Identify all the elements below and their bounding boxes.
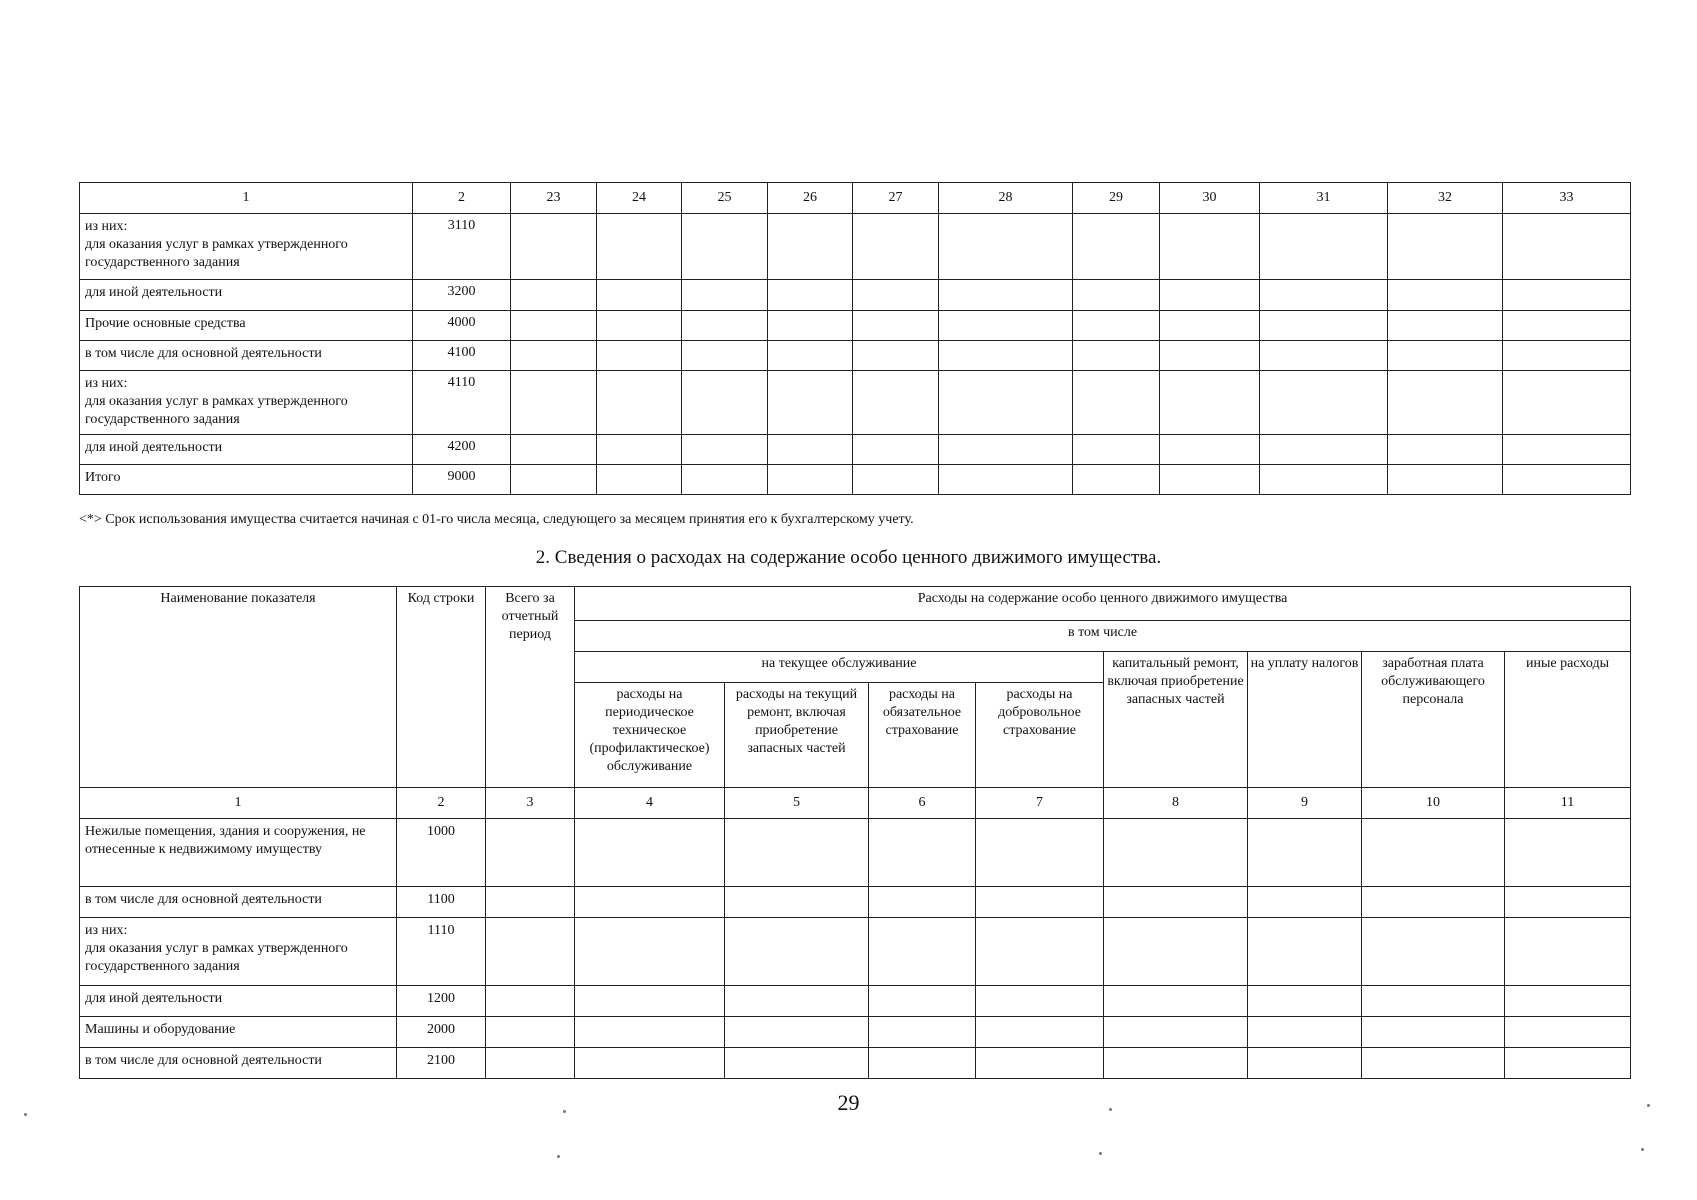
row-code: 9000 xyxy=(413,465,511,495)
scan-speck xyxy=(563,1110,566,1113)
value-cell xyxy=(486,819,575,887)
value-cell xyxy=(511,435,597,465)
value-cell xyxy=(1388,371,1503,435)
value-cell xyxy=(725,918,869,986)
value-cell xyxy=(976,918,1104,986)
value-cell xyxy=(853,214,939,280)
value-cell xyxy=(976,887,1104,918)
indicator-name: в том числе для основной деятельности xyxy=(80,887,397,918)
value-cell xyxy=(597,371,682,435)
value-cell xyxy=(486,986,575,1017)
value-cell xyxy=(1260,371,1388,435)
column-number: 9 xyxy=(1248,788,1362,819)
value-cell xyxy=(1073,280,1160,311)
value-cell xyxy=(768,341,853,371)
header-row-code: Код строки xyxy=(397,587,486,788)
column-number: 5 xyxy=(725,788,869,819)
value-cell xyxy=(939,465,1073,495)
indicator-name: Машины и оборудование xyxy=(80,1017,397,1048)
header-total: Всего за отчетный период xyxy=(486,587,575,788)
value-cell xyxy=(682,341,768,371)
value-cell xyxy=(575,1017,725,1048)
value-cell xyxy=(1248,819,1362,887)
value-cell xyxy=(1362,986,1505,1017)
value-cell xyxy=(939,435,1073,465)
header-voluntary-insurance: расходы на добровольное страхование xyxy=(976,683,1104,788)
value-cell xyxy=(939,371,1073,435)
table-row xyxy=(80,986,1631,1017)
value-cell xyxy=(853,435,939,465)
table-row xyxy=(80,435,1631,465)
scan-speck xyxy=(1099,1152,1102,1155)
column-number: 1 xyxy=(80,788,397,819)
value-cell xyxy=(1248,918,1362,986)
indicator-name: Итого xyxy=(80,465,413,495)
value-cell xyxy=(725,986,869,1017)
row-code: 1100 xyxy=(397,887,486,918)
table-row xyxy=(80,918,1631,986)
scan-speck xyxy=(1647,1104,1650,1107)
value-cell xyxy=(768,371,853,435)
page-number: 29 xyxy=(837,1090,860,1115)
table-row xyxy=(80,465,1631,495)
column-number: 27 xyxy=(853,183,939,214)
table-row xyxy=(80,1017,1631,1048)
section-title: 2. Сведения о расходах на содержание особо ценного движимого имущества. xyxy=(535,547,1162,568)
value-cell xyxy=(1160,280,1260,311)
scan-speck xyxy=(1641,1148,1644,1151)
value-cell xyxy=(597,280,682,311)
value-cell xyxy=(1248,887,1362,918)
value-cell xyxy=(486,887,575,918)
value-cell xyxy=(1260,280,1388,311)
scan-speck xyxy=(1109,1108,1112,1111)
value-cell xyxy=(1260,214,1388,280)
header-other-expenses: иные расходы xyxy=(1505,652,1631,788)
value-cell xyxy=(1104,819,1248,887)
column-number: 23 xyxy=(511,183,597,214)
value-cell xyxy=(939,311,1073,341)
value-cell xyxy=(1160,311,1260,341)
header-periodic-maintenance: расходы на периодическое техническое (профилактическое) обслуживание xyxy=(575,683,725,788)
value-cell xyxy=(1104,918,1248,986)
value-cell xyxy=(725,1048,869,1079)
value-cell xyxy=(939,280,1073,311)
value-cell xyxy=(768,465,853,495)
table-row xyxy=(80,214,1631,280)
value-cell xyxy=(768,280,853,311)
value-cell xyxy=(682,311,768,341)
column-number-row xyxy=(80,788,1631,819)
fixed-assets-table-body xyxy=(80,183,1631,495)
value-cell xyxy=(976,1017,1104,1048)
value-cell xyxy=(1503,465,1631,495)
value-cell xyxy=(976,1048,1104,1079)
header-capital-repair: капитальный ремонт, включая приобретение запасных частей xyxy=(1104,652,1248,788)
value-cell xyxy=(486,1017,575,1048)
value-cell xyxy=(869,918,976,986)
header-indicator-name: Наименование показателя xyxy=(80,587,397,788)
value-cell xyxy=(853,311,939,341)
value-cell xyxy=(1388,341,1503,371)
value-cell xyxy=(768,435,853,465)
value-cell xyxy=(853,371,939,435)
value-cell xyxy=(1260,435,1388,465)
scan-speck xyxy=(557,1155,560,1158)
value-cell xyxy=(1073,435,1160,465)
value-cell xyxy=(1503,214,1631,280)
value-cell xyxy=(1160,341,1260,371)
row-code: 2100 xyxy=(397,1048,486,1079)
value-cell xyxy=(1104,1017,1248,1048)
value-cell xyxy=(869,819,976,887)
value-cell xyxy=(682,214,768,280)
value-cell xyxy=(1362,887,1505,918)
value-cell xyxy=(869,887,976,918)
column-number: 31 xyxy=(1260,183,1388,214)
table-row xyxy=(80,819,1631,887)
indicator-name: из них: для оказания услуг в рамках утвержденного государственного задания xyxy=(80,371,413,435)
indicator-name: из них: для оказания услуг в рамках утвержденного государственного задания xyxy=(80,214,413,280)
value-cell xyxy=(976,819,1104,887)
column-number: 6 xyxy=(869,788,976,819)
value-cell xyxy=(1073,311,1160,341)
header-current-repair: расходы на текущий ремонт, включая приобретение запасных частей xyxy=(725,683,869,788)
value-cell xyxy=(1104,1048,1248,1079)
value-cell xyxy=(1503,371,1631,435)
value-cell xyxy=(486,1048,575,1079)
row-code: 3200 xyxy=(413,280,511,311)
value-cell xyxy=(725,819,869,887)
value-cell xyxy=(597,341,682,371)
value-cell xyxy=(682,371,768,435)
value-cell xyxy=(939,214,1073,280)
column-number: 29 xyxy=(1073,183,1160,214)
header-taxes: на уплату налогов xyxy=(1248,652,1362,788)
value-cell xyxy=(725,887,869,918)
value-cell xyxy=(1388,214,1503,280)
value-cell xyxy=(1362,1017,1505,1048)
value-cell xyxy=(1160,465,1260,495)
value-cell xyxy=(1073,371,1160,435)
column-number: 2 xyxy=(397,788,486,819)
value-cell xyxy=(575,819,725,887)
header-mandatory-insurance: расходы на обязательное страхование xyxy=(869,683,976,788)
value-cell xyxy=(1505,1017,1631,1048)
row-code: 4000 xyxy=(413,311,511,341)
value-cell xyxy=(511,280,597,311)
row-code: 4200 xyxy=(413,435,511,465)
value-cell xyxy=(575,986,725,1017)
value-cell xyxy=(1503,341,1631,371)
header-row xyxy=(80,587,1631,621)
row-code: 4110 xyxy=(413,371,511,435)
column-number: 26 xyxy=(768,183,853,214)
column-number: 11 xyxy=(1505,788,1631,819)
value-cell xyxy=(1505,887,1631,918)
value-cell xyxy=(1104,887,1248,918)
value-cell xyxy=(1503,435,1631,465)
indicator-name: для иной деятельности xyxy=(80,986,397,1017)
column-number: 4 xyxy=(575,788,725,819)
table-row xyxy=(80,280,1631,311)
column-number: 24 xyxy=(597,183,682,214)
header-expenses: Расходы на содержание особо ценного движимого имущества xyxy=(575,587,1631,621)
value-cell xyxy=(1362,819,1505,887)
value-cell xyxy=(1362,918,1505,986)
value-cell xyxy=(976,986,1104,1017)
expenses-table xyxy=(79,586,1631,1079)
value-cell xyxy=(575,1048,725,1079)
value-cell xyxy=(1503,311,1631,341)
value-cell xyxy=(1388,311,1503,341)
value-cell xyxy=(1505,819,1631,887)
value-cell xyxy=(486,918,575,986)
value-cell xyxy=(511,341,597,371)
expenses-table-body xyxy=(80,587,1631,1079)
value-cell xyxy=(682,465,768,495)
column-number: 1 xyxy=(80,183,413,214)
footnote: <*> Срок использования имущества считается начиная с 01-го числа месяца, следующего за месяцем принятия его к бухгалтерскому учету. xyxy=(79,512,914,527)
table-row xyxy=(80,887,1631,918)
value-cell xyxy=(1160,435,1260,465)
value-cell xyxy=(1388,435,1503,465)
value-cell xyxy=(597,214,682,280)
value-cell xyxy=(575,887,725,918)
column-number: 2 xyxy=(413,183,511,214)
value-cell xyxy=(1248,986,1362,1017)
value-cell xyxy=(1362,1048,1505,1079)
value-cell xyxy=(1505,918,1631,986)
value-cell xyxy=(1260,341,1388,371)
column-number: 33 xyxy=(1503,183,1631,214)
value-cell xyxy=(1505,986,1631,1017)
column-number: 10 xyxy=(1362,788,1505,819)
row-code: 1200 xyxy=(397,986,486,1017)
column-number: 25 xyxy=(682,183,768,214)
value-cell xyxy=(768,311,853,341)
value-cell xyxy=(1248,1017,1362,1048)
value-cell xyxy=(511,371,597,435)
value-cell xyxy=(1260,465,1388,495)
value-cell xyxy=(511,465,597,495)
row-code: 1110 xyxy=(397,918,486,986)
value-cell xyxy=(768,214,853,280)
indicator-name: для иной деятельности xyxy=(80,435,413,465)
column-number: 8 xyxy=(1104,788,1248,819)
value-cell xyxy=(869,986,976,1017)
value-cell xyxy=(1160,214,1260,280)
value-cell xyxy=(597,311,682,341)
value-cell xyxy=(853,341,939,371)
indicator-name: в том числе для основной деятельности xyxy=(80,1048,397,1079)
table-row xyxy=(80,341,1631,371)
indicator-name: для иной деятельности xyxy=(80,280,413,311)
value-cell xyxy=(869,1048,976,1079)
indicator-name: Прочие основные средства xyxy=(80,311,413,341)
value-cell xyxy=(1073,341,1160,371)
value-cell xyxy=(1503,280,1631,311)
column-number-row xyxy=(80,183,1631,214)
header-current-maintenance: на текущее обслуживание xyxy=(575,652,1104,683)
scan-speck xyxy=(24,1113,27,1116)
value-cell xyxy=(1388,280,1503,311)
header-salary: заработная плата обслуживающего персонала xyxy=(1362,652,1505,788)
column-number: 3 xyxy=(486,788,575,819)
table-row xyxy=(80,1048,1631,1079)
value-cell xyxy=(1505,1048,1631,1079)
row-code: 4100 xyxy=(413,341,511,371)
value-cell xyxy=(1160,371,1260,435)
value-cell xyxy=(575,918,725,986)
table-row xyxy=(80,311,1631,341)
value-cell xyxy=(1248,1048,1362,1079)
table-row xyxy=(80,371,1631,435)
value-cell xyxy=(725,1017,869,1048)
indicator-name: Нежилые помещения, здания и сооружения, не отнесенные к недвижимому имуществу xyxy=(80,819,397,887)
column-number: 7 xyxy=(976,788,1104,819)
value-cell xyxy=(939,341,1073,371)
value-cell xyxy=(597,435,682,465)
value-cell xyxy=(682,435,768,465)
indicator-name: из них: для оказания услуг в рамках утвержденного государственного задания xyxy=(80,918,397,986)
value-cell xyxy=(853,465,939,495)
column-number: 28 xyxy=(939,183,1073,214)
value-cell xyxy=(1104,986,1248,1017)
row-code: 2000 xyxy=(397,1017,486,1048)
value-cell xyxy=(853,280,939,311)
column-number: 30 xyxy=(1160,183,1260,214)
value-cell xyxy=(682,280,768,311)
value-cell xyxy=(1073,214,1160,280)
row-code: 1000 xyxy=(397,819,486,887)
indicator-name: в том числе для основной деятельности xyxy=(80,341,413,371)
value-cell xyxy=(869,1017,976,1048)
column-number: 32 xyxy=(1388,183,1503,214)
value-cell xyxy=(597,465,682,495)
value-cell xyxy=(1073,465,1160,495)
value-cell xyxy=(1388,465,1503,495)
value-cell xyxy=(511,214,597,280)
value-cell xyxy=(1260,311,1388,341)
value-cell xyxy=(511,311,597,341)
header-including: в том числе xyxy=(575,621,1631,652)
row-code: 3110 xyxy=(413,214,511,280)
fixed-assets-table xyxy=(79,182,1631,495)
